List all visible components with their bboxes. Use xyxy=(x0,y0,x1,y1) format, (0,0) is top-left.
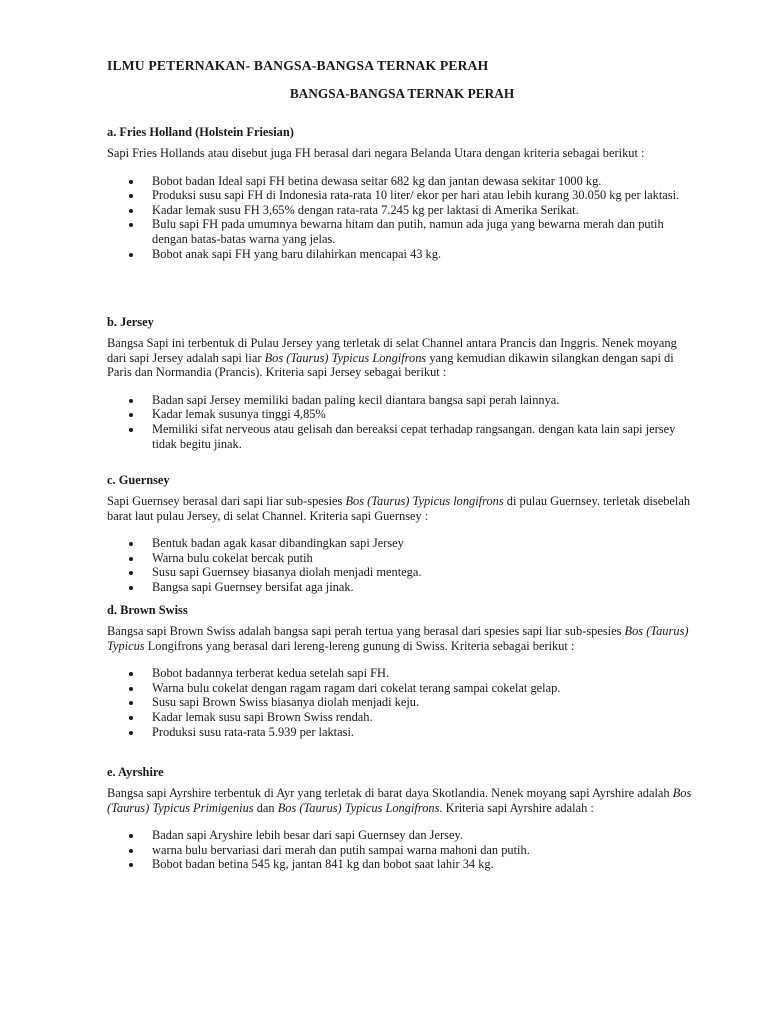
list-item xyxy=(107,565,692,580)
bullet-icon xyxy=(129,849,133,853)
list-item xyxy=(107,666,692,681)
intro-text: dan xyxy=(253,800,278,815)
section-heading: c. Guernsey xyxy=(107,473,170,487)
bullet-icon xyxy=(129,834,133,838)
list-item-text: Susu sapi Guernsey biasanya diolah menjadi mentega. xyxy=(152,565,422,580)
bullet-icon xyxy=(129,863,133,867)
bullet-icon xyxy=(129,209,133,213)
list-item-text: Kadar lemak susunya tinggi 4,85% xyxy=(152,407,326,422)
intro-text: yang kemudian dikawin silangkan dengan sapi di Paris dan Normandia (Prancis). Kriteria sapi Jersey sebagai berikut : xyxy=(107,350,674,380)
section-fries-holland xyxy=(107,125,692,261)
bullet-icon xyxy=(129,542,133,546)
list-item-text: Bangsa sapi Guernsey bersifat aga jinak. xyxy=(152,579,354,594)
list-item xyxy=(107,725,692,740)
bullet-icon xyxy=(129,253,133,257)
list-item xyxy=(107,536,692,551)
section-heading: b. Jersey xyxy=(107,315,154,329)
bullet-icon xyxy=(129,557,133,561)
list-item-text: Badan sapi Aryshire lebih besar dari sapi Guernsey dan Jersey. xyxy=(152,828,463,843)
bullet-icon xyxy=(129,571,133,575)
bullet-icon xyxy=(129,687,133,691)
list-item xyxy=(107,188,692,203)
list-item-text: Bobot badan betina 545 kg, jantan 841 kg dan bobot saat lahir 34 kg. xyxy=(152,857,494,872)
list-item xyxy=(107,174,692,189)
bullet-list xyxy=(107,174,692,262)
list-item xyxy=(107,681,692,696)
list-item xyxy=(107,217,692,246)
species-name: Bos (Taurus) Typicus longifrons xyxy=(345,494,504,508)
list-item xyxy=(107,710,692,725)
bullet-list xyxy=(107,393,692,451)
list-item xyxy=(107,407,692,422)
intro-text: Sapi Guernsey berasal dari sapi liar sub-spesies xyxy=(107,494,346,508)
intro-text: Bangsa sapi Ayrshire terbentuk di Ayr yang terletak di barat daya Skotlandia. Nenek moyang sapi Ayrshire adalah xyxy=(107,786,673,800)
section-guernsey xyxy=(107,473,692,595)
list-item xyxy=(107,422,692,451)
bullet-icon xyxy=(129,194,133,198)
intro-text: di pulau Guernsey. terletak disebelah barat laut pulau Jersey, di selat Channel. Kriteria sapi Guernsey : xyxy=(107,494,691,523)
list-item-text: Produksi susu sapi FH di Indonesia rata-rata 10 liter/ ekor per hari atau lebih kurang 30.050 kg per laktasi. xyxy=(152,188,680,203)
list-item-text: Bentuk badan agak kasar dibandingkan sapi Jersey xyxy=(152,536,404,551)
section-intro xyxy=(107,494,692,523)
bullet-icon xyxy=(129,428,133,432)
list-item xyxy=(107,828,692,843)
list-item-text: warna bulu bervariasi dari merah dan putih sampai warna mahoni dan putih. xyxy=(152,842,530,857)
intro-text: Bangsa Sapi ini terbentuk di Pulau Jersey yang terletak di selat Channel antara Prancis dan Inggris. Nenek moyang dari sapi Jersey adalah sapi liar xyxy=(107,336,677,365)
bullet-list xyxy=(107,828,692,872)
list-item-text: Bobot badannya terberat kedua setelah sapi FH. xyxy=(152,666,390,681)
list-item-text: Bobot badan Ideal sapi FH betina dewasa seitar 682 kg dan jantan dewasa sekitar 1000 kg. xyxy=(152,173,602,188)
section-jersey xyxy=(107,315,692,451)
intro-text: . Kriteria sapi Ayrshire adalah : xyxy=(439,800,594,815)
document-subtitle: BANGSA-BANGSA TERNAK PERAH xyxy=(289,86,515,101)
section-intro: Sapi Fries Hollands atau disebut juga FH berasal dari negara Belanda Utara dengan kriteria sebagai berikut : xyxy=(107,146,645,160)
species-name: Bos (Taurus) Typicus Longifrons xyxy=(277,800,440,815)
bullet-icon xyxy=(129,716,133,720)
list-item xyxy=(107,580,692,595)
list-item-text: Warna bulu cokelat bercak putih xyxy=(152,550,313,565)
section-intro xyxy=(107,336,692,380)
list-item-text: Badan sapi Jersey memiliki badan paling kecil diantara bangsa sapi perah lainnya. xyxy=(152,392,560,407)
species-name: Bos (Taurus) Typicus Primigenius xyxy=(107,786,692,815)
bullet-icon xyxy=(129,413,133,417)
list-item xyxy=(107,843,692,858)
section-heading: e. Ayrshire xyxy=(107,765,164,779)
bullet-icon xyxy=(129,672,133,676)
list-item-text: Memiliki sifat nerveous atau gelisah dan bereaksi cepat terhadap rangsangan. dengan kata lain sapi jersey tidak begitu jinak. xyxy=(152,421,676,451)
bullet-icon xyxy=(129,399,133,403)
section-heading: d. Brown Swiss xyxy=(107,603,188,617)
bullet-list xyxy=(107,536,692,594)
bullet-icon xyxy=(129,180,133,184)
bullet-icon xyxy=(129,701,133,705)
list-item xyxy=(107,247,692,262)
section-heading: a. Fries Holland (Holstein Friesian) xyxy=(107,125,294,139)
list-item-text: Kadar lemak susu FH 3,65% dengan rata-rata 7.245 kg per laktasi di Amerika Serikat. xyxy=(152,202,579,217)
section-intro xyxy=(107,624,692,653)
list-item-text: Susu sapi Brown Swiss biasanya diolah menjadi keju. xyxy=(152,695,420,710)
list-item-text: Kadar lemak susu sapi Brown Swiss rendah. xyxy=(152,709,373,724)
bullet-icon xyxy=(129,223,133,227)
species-name: Bos (Taurus) Typicus Longifrons xyxy=(264,350,427,365)
section-intro xyxy=(107,786,692,815)
intro-text: Bangsa sapi Brown Swiss adalah bangsa sapi perah tertua yang berasal dari spesies sapi liar sub-spesies xyxy=(107,624,625,638)
list-item-text: Produksi susu rata-rata 5.939 per laktasi. xyxy=(152,724,354,739)
bullet-icon xyxy=(129,731,133,735)
list-item-text: Bobot anak sapi FH yang baru dilahirkan mencapai 43 kg. xyxy=(152,246,442,261)
list-item xyxy=(107,393,692,408)
section-ayrshire xyxy=(107,765,692,872)
list-item xyxy=(107,857,692,872)
list-item-text: Warna bulu cokelat dengan ragam ragam dari cokelat terang sampai cokelat gelap. xyxy=(152,680,561,695)
bullet-icon xyxy=(129,586,133,590)
bullet-list xyxy=(107,666,692,739)
intro-text: Longifrons yang berasal dari lereng-lereng gunung di Swiss. Kriteria sebagai berikut : xyxy=(144,638,575,653)
section-brown-swiss xyxy=(107,603,692,739)
list-item-text: Bulu sapi FH pada umumnya bewarna hitam dan putih, namun ada juga yang bewarna merah dan putih dengan batas-batas warna yang jelas. xyxy=(152,217,664,246)
list-item xyxy=(107,203,692,218)
list-item xyxy=(107,551,692,566)
document-title: ILMU PETERNAKAN- BANGSA-BANGSA TERNAK PERAH xyxy=(107,58,489,73)
species-name: Bos (Taurus) Typicus xyxy=(107,624,689,653)
list-item xyxy=(107,695,692,710)
